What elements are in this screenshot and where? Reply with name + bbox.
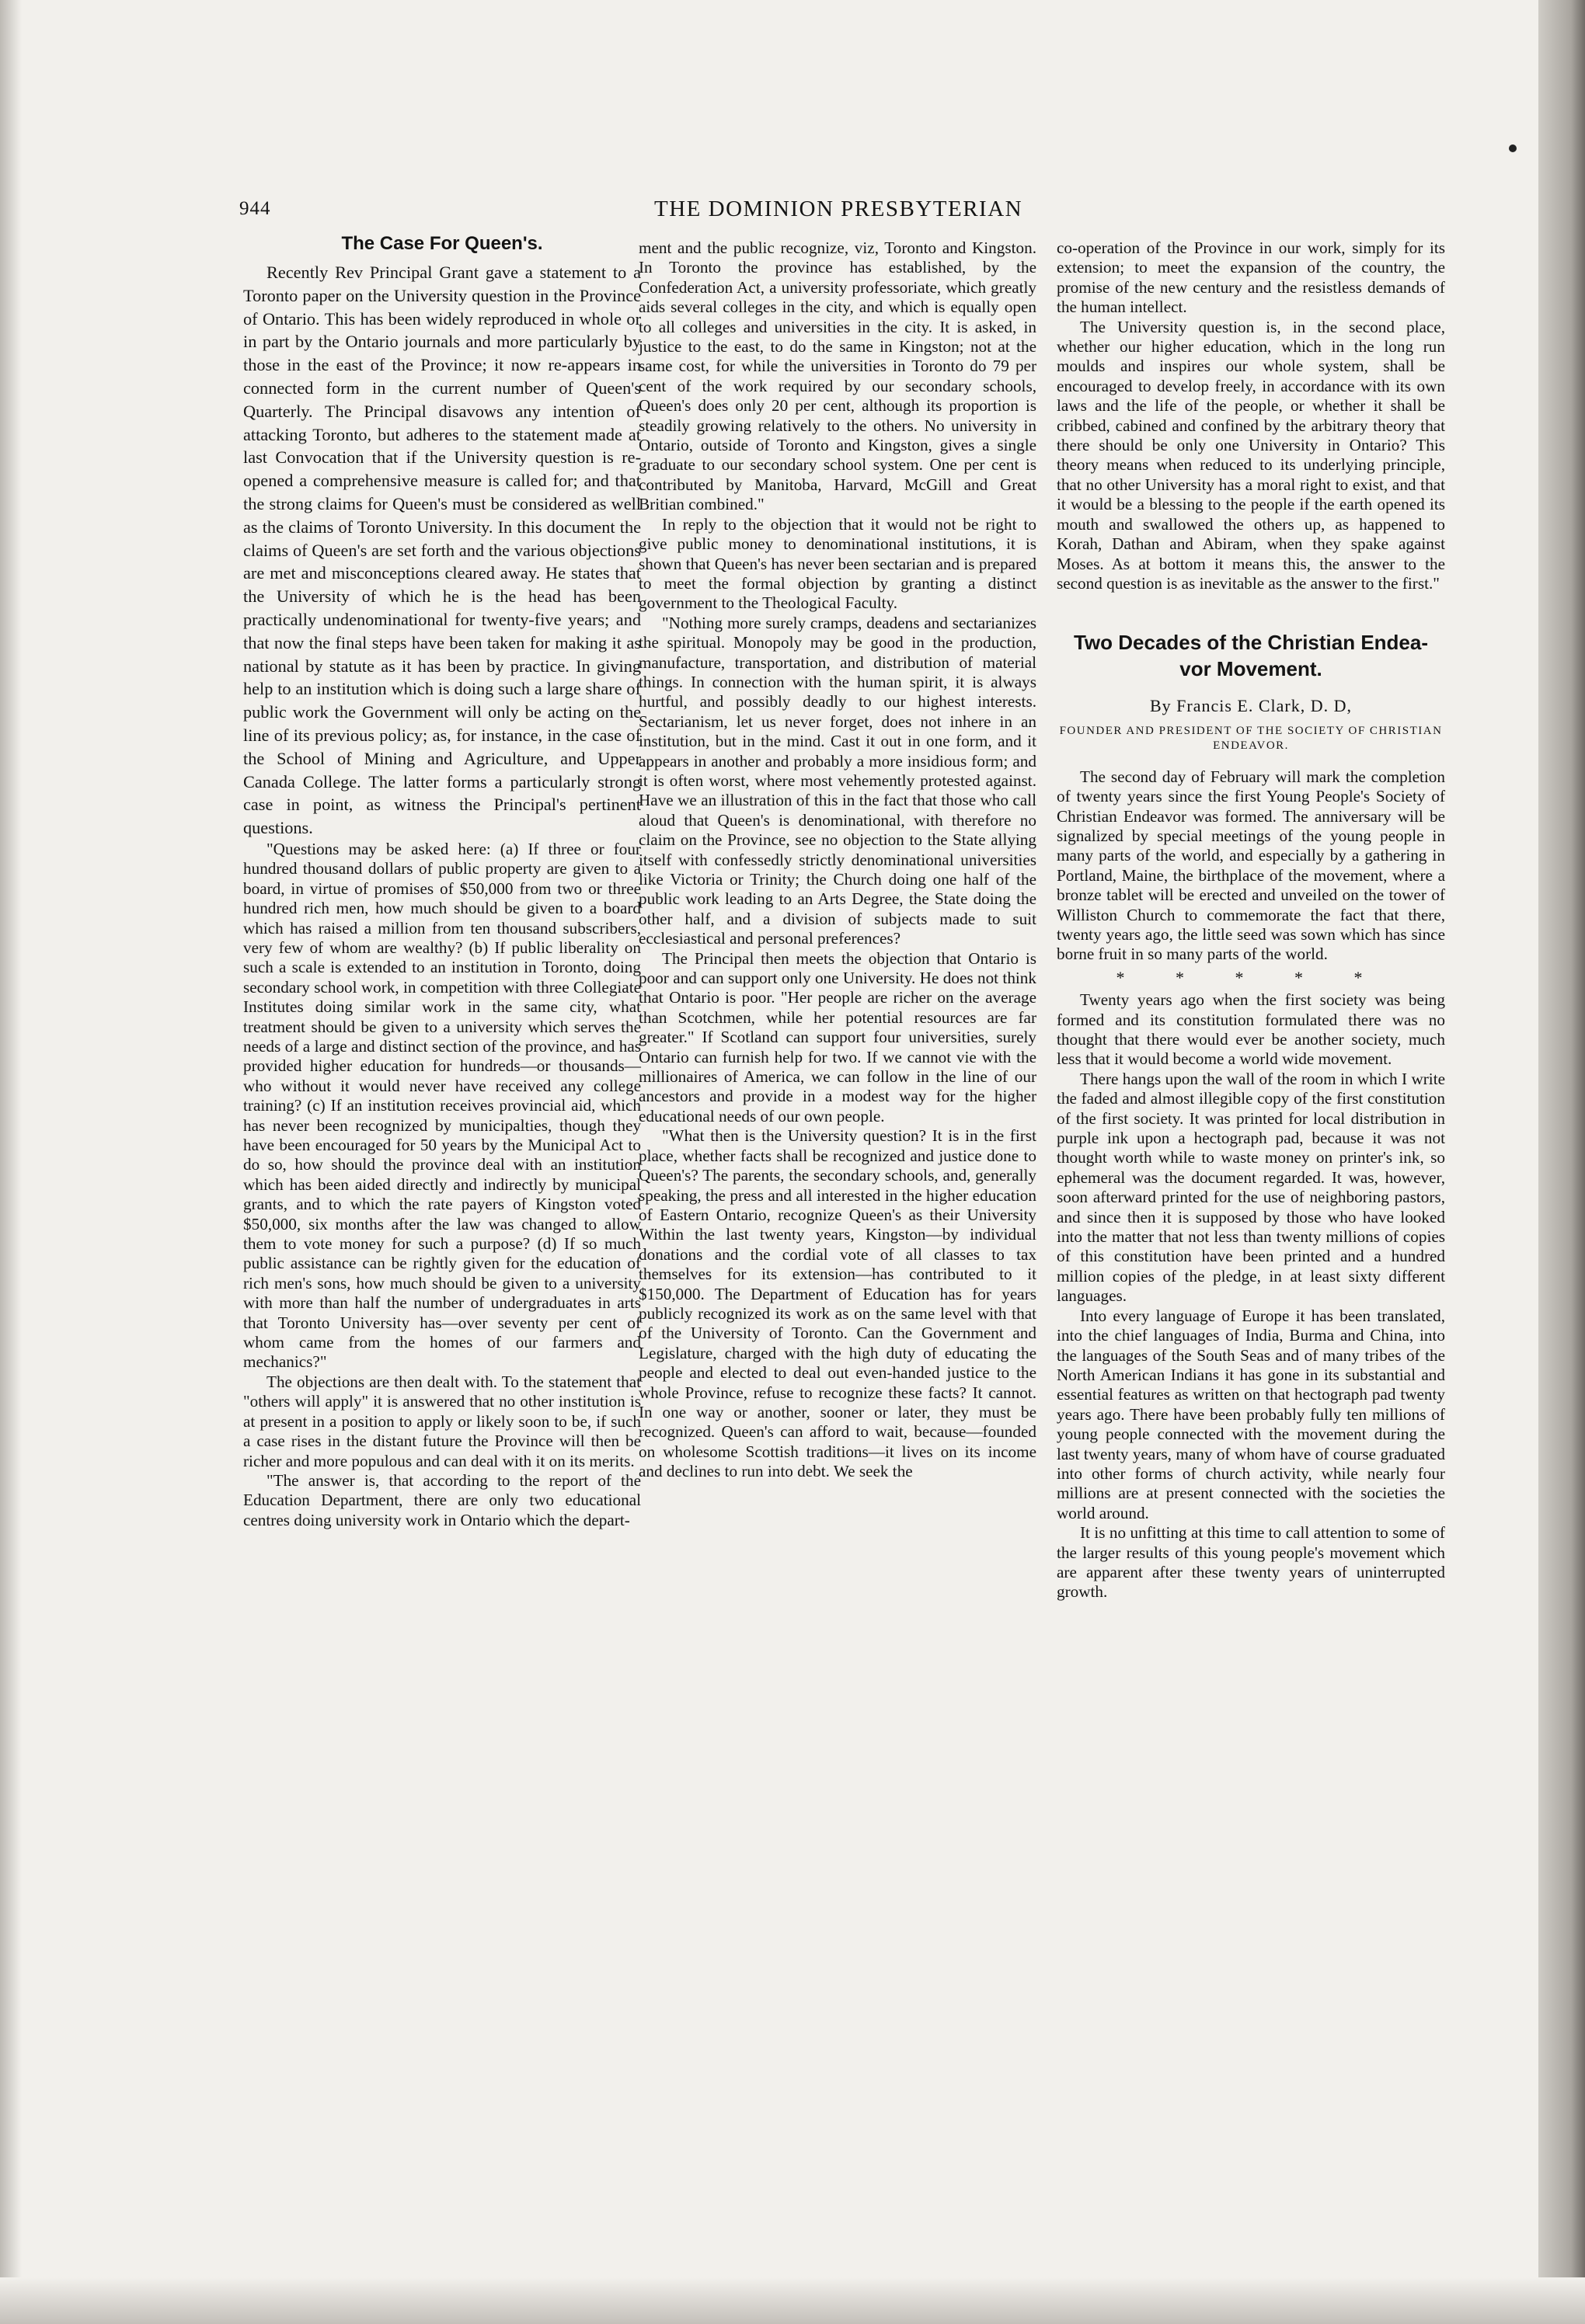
- paragraph: It is no unfitting at this time to call attention to some of the larger results of this young people's movement which are apparent after these twenty years of uninterrupted growth.: [1057, 1523, 1445, 1602]
- page-bottom-edge: [0, 2277, 1585, 2324]
- paragraph: Into every language of Europe it has been translated, into the chief languages of India, Burma and China, into the languages of the South Seas and of many tribes of the North American Indians it has gone in its substantial and essential features as written on that hectograph pad twenty years ago. There have been probably fully ten millions of young people connected with the movement during the last twenty years, many of whom have of course graduated into other forms of church activity, while nearly four millions are at present connected with the societies the world around.: [1057, 1306, 1445, 1522]
- paragraph: The University question is, in the second place, whether our higher education, which in the long run moulds and inspires our whole system, shall be encouraged to develop freely, in accordance with its own laws and the life of the people, or whether it shall be cribbed, cabined and confined by the arbitrary theory that there should be only one University in Ontario? This theory means when reduced to its underlying principle, that no other University has a moral right to exist, and that it would be a blessing to the people if the earth opened its mouth and swallowed the others up, as happened to Korah, Dathan and Abiram, when they spake against Moses. As at bottom it means this, the answer to the second question is as inevitable as the answer to the first.": [1057, 317, 1445, 593]
- paragraph: The second day of February will mark the completion of twenty years since the first Young People's Society of Christian Endeavor was formed. The anniversary will be signalized by special meetings of the young people in many parts of the world, and especially by a gathering in Portland, Maine, the birthplace of the movement, where a bronze tablet will be erected and unveiled on the tower of Williston Church to commemorate the fact that there, twenty years ago, the little seed was sown which has since borne fruit in so many parts of the world.: [1057, 767, 1445, 964]
- page-left-edge: [0, 0, 22, 2324]
- paragraph: "What then is the University question? It is in the first place, whether facts shall be recognized and justice done to Queen's? The parents, the secondary schools, and, generally speaking, the press and all interested in the higher education of Eastern Ontario, recognize Queen's as their University Within the last twenty years, Kingston—by individual donations and the cordial vote of all classes to tax themselves for its extension—has contributed to it $150,000. The Department of Education has for years publicly recognized its work as on the same level with that of the University of Toronto. Can the Government and Legislature, charged with the high duty of educating the people and elected to deal out even-handed justice to the whole Province, refuse to recognize these facts? It cannot. In one way or another, sooner or later, they must be recognized. Queen's can afford to wait, because—founded on wholesome Scottish traditions—it lives on its income and declines to run into debt. We seek the: [639, 1126, 1036, 1481]
- paragraph: co-operation of the Province in our work, simply for its extension; to meet the expansion of the country, the promise of the new century and the resistless demands of the human intellect.: [1057, 238, 1445, 317]
- paragraph: "Questions may be asked here: (a) If three or four hundred thousand dollars of public property are given to a board, in virtue of promises of $50,000 from two or three hundred rich men, how much should be given to a board which has raised a million from ten thousand subscribers, very few of whom are wealthy? (b) If public liberality on such a scale is extended to an institution in Toronto, doing secondary school work, in competition with three Collegiate Institutes doing similar work in the same city, what treatment should be given to a university which serves the needs of a large and distinct section of the province, and has provided higher education for hundreds—or thousands—who without it would never have received any college training? (c) If an institution receives provincial aid, which has never been recognized by municipalties, though they have been encouraged for 50 years by the Municipal Act to do so, how should the province deal with an institution which has been aided directly and indirectly by municipal grants, and to which the rate payers of Kingston voted $50,000, six months after the law was changed to allow them to vote money for such a purpose? (d) If so much public assistance can be rightly given for the education of rich men's sons, how much should be given to a university with more than half the number of undergraduates in arts that Toronto University has—over seventy per cent of whom came from the homes of our farmers and mechanics?": [243, 839, 641, 1372]
- running-head: THE DOMINION PRESBYTERIAN: [654, 197, 1023, 221]
- ink-spot: [1509, 144, 1517, 152]
- author-affiliation: FOUNDER AND PRESIDENT OF THE SOCIETY OF CHRISTIAN ENDEAVOR.: [1059, 724, 1443, 752]
- column-1: [243, 233, 641, 1530]
- title-line: Two Decades of the Christian Endea-: [1073, 631, 1429, 655]
- article-title-2: [1057, 629, 1445, 682]
- paragraph: Twenty years ago when the first society was being formed and its constitution formulated there was no thought that there would ever be another society, much less that it would become a world wide movement.: [1057, 990, 1445, 1069]
- paragraph: ment and the public recognize, viz, Toronto and Kingston. In Toronto the province has established, by the Confederation Act, a university professoriate, which greatly aids several colleges in the city, and which is equally open to all colleges and universities in the city. It is asked, in justice to the east, to do the same in Kingston; not at the same cost, for while the universities in Toronto do 79 per cent of the work required by our secondary schools, Queen's does only 20 per cent, although its proportion is steadily growing relatively to the others. No university in Ontario, outside of Toronto and Kingston, gives a single graduate to our secondary school system. One per cent is contributed by Manitoba, Harvard, McGill and Great Britian combined.": [639, 238, 1036, 514]
- paragraph: The Principal then meets the objection that Ontario is poor and can support only one University. He does not think that Ontario is poor. "Her people are richer on the average than Scotchmen, while her potential resources are far greater." If Scotland can support four universities, surely Ontario can furnish help for two. If we cannot vie with the millionaires of America, we can follow in the line of our ancestors and provide in a modest way for the higher educational needs of our own people.: [639, 948, 1036, 1125]
- paragraph: There hangs upon the wall of the room in which I write the faded and almost illegible copy of the first constitution of the first society. It was printed for local distribution in purple ink upon a hectograph pad, because it was not thought worth while to waste money on printer's ink, so ephemeral was the document regarded. It was, however, soon afterward printed for the use of neighboring pastors, and since then it is supposed by those who have looked into the matter that not less than twenty millions of copies of this constitution have been printed and a hundred million copies of the pledge, in at least sixty different languages.: [1057, 1069, 1445, 1306]
- title-line: vor Movement.: [1179, 657, 1322, 681]
- paragraph: "Nothing more surely cramps, deadens and sectarianizes the spiritual. Monopoly may be good in the production, manufacture, transportation, and distribution of material things. In connection with the human spirit, it is always hurtful, and possibly deadly to our highest interests. Sectarianism, let us never forget, does not inhere in an institution, but in the mind. Cast it out in one form, and it appears in another and probably a more insidious form; and it is often worst, where most vehemently protested against. Have we an illustration of this in the fact that those who call aloud that Queen's is denominational, with therefore no claim on the Province, see no objection to the State allying itself with confessedly strictly denominational universities like Victoria or Trinity; the Church doing one half of the public work leading to an Arts Degree, the State doing the other half, and a division of subjects made to suit ecclesiastical and personal preferences?: [639, 613, 1036, 948]
- column-2: [639, 238, 1036, 1482]
- column-3: [1057, 238, 1445, 1602]
- article-title: The Case For Queen's.: [341, 233, 543, 254]
- paragraph: In reply to the objection that it would not be right to give public money to denominational institutions, it is shown that Queen's has never been sectarian and is prepared to meet the formal objection by granting a distinct government to the Theological Faculty.: [639, 514, 1036, 613]
- paragraph: "The answer is, that according to the report of the Education Department, there are only two educational centres doing university work in Ontario which the depart-: [243, 1470, 641, 1529]
- paragraph: Recently Rev Principal Grant gave a statement to a Toronto paper on the University question in the Province of Ontario. This has been widely reproduced in whole or in part by the Ontario journals and more particularly by those in the east of the Province; it now re-appears in connected form in the current number of Queen's Quarterly. The Principal disavows any intention of attacking Toronto, but adheres to the statement made at last Convocation that if the University question is re-opened a comprehensive measure is called for; and that the strong claims for Queen's must be considered as well as the claims of Toronto University. In this document the claims of Queen's are set forth and the various objections are met and misconceptions cleared away. He states that the University of which he is the head has been practically undenominational for twenty-five years; and that now the final steps have been taken for making it as national by statute as it has been by practice. In giving help to an institution which is doing such a large share of public work the Government will only be acting on the line of its previous policy; as, for instance, in the case of the School of Mining and Agriculture, and Upper Canada College. The latter forms a particularly strong case in point, as witness the Principal's pertinent questions.: [243, 263, 641, 838]
- page-right-edge: [1538, 0, 1585, 2324]
- page-number: 944: [239, 198, 271, 219]
- section-break-stars: * * * * *: [1116, 967, 1386, 987]
- paragraph: The objections are then dealt with. To the statement that "others will apply" it is answered that no other institution is at present in a position to apply or likely soon to be, if such a case rises in the distant future the Province will then be richer and more populous and can deal with it on its merits.: [243, 1372, 641, 1470]
- byline: By Francis E. Clark, D. D,: [1149, 696, 1353, 716]
